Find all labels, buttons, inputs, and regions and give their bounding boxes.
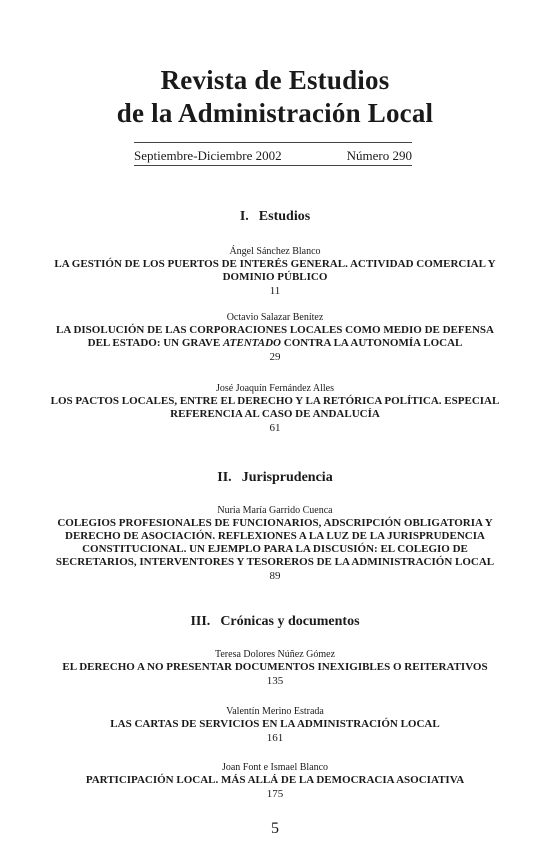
article-page: 161 bbox=[266, 732, 284, 744]
issue-date: Septiembre-Diciembre 2002 bbox=[134, 148, 282, 163]
article-title-line: DOMINIO PÚBLICO bbox=[222, 271, 328, 283]
article-title-text: CONTRA LA AUTONOMÍA LOCAL bbox=[281, 337, 463, 349]
article-title-line: PARTICIPACIÓN LOCAL. MÁS ALLÁ DE LA DEMOCRACIA ASOCIATIVA bbox=[85, 774, 465, 786]
article-page: 61 bbox=[269, 422, 281, 434]
article-author: Teresa Dolores Núñez Gómez bbox=[214, 649, 336, 660]
article-title-text: DEL ESTADO: UN GRAVE bbox=[87, 337, 223, 349]
article-title-line: DERECHO DE ASOCIACIÓN. REFLEXIONES A LA LUZ DE LA JURISPRUDENCIA bbox=[65, 530, 485, 542]
article-page: 89 bbox=[269, 570, 281, 582]
article-title-line: LA DISOLUCIÓN DE LAS CORPORACIONES LOCALES COMO MEDIO DE DEFENSA bbox=[56, 324, 494, 336]
toc-entry bbox=[20, 383, 530, 435]
article-title-line: CONSTITUCIONAL. UN EJEMPLO PARA LA DISCUSIÓN: EL COLEGIO DE bbox=[82, 543, 468, 555]
toc-entry bbox=[20, 312, 530, 364]
section-name: Jurisprudencia bbox=[241, 470, 333, 485]
article-title-emphasis: ATENTADO bbox=[222, 337, 282, 349]
article-page: 11 bbox=[269, 285, 281, 297]
article-author: Joan Font e Ismael Blanco bbox=[221, 762, 329, 773]
section-numeral: II. bbox=[217, 470, 232, 485]
article-title-line: LOS PACTOS LOCALES, ENTRE EL DERECHO Y LA RETÓRICA POLÍTICA. ESPECIAL bbox=[50, 395, 500, 407]
article-title-line: EL DERECHO A NO PRESENTAR DOCUMENTOS INEXIGIBLES O REITERATIVOS bbox=[62, 661, 488, 673]
page-number: 5 bbox=[271, 820, 279, 837]
section-heading-cronicas bbox=[0, 614, 550, 630]
article-page: 175 bbox=[266, 788, 284, 800]
article-title-line: LA GESTIÓN DE LOS PUERTOS DE INTERÉS GENERAL. ACTIVIDAD COMERCIAL Y bbox=[54, 258, 496, 270]
section-heading-estudios bbox=[0, 209, 550, 225]
article-title-line: LAS CARTAS DE SERVICIOS EN LA ADMINISTRACIÓN LOCAL bbox=[110, 718, 440, 730]
article-title-line: COLEGIOS PROFESIONALES DE FUNCIONARIOS, ADSCRIPCIÓN OBLIGATORIA Y bbox=[57, 517, 493, 529]
divider-bottom bbox=[134, 165, 412, 166]
article-author: Octavio Salazar Benítez bbox=[226, 312, 324, 323]
article-page: 135 bbox=[266, 675, 284, 687]
article-page: 29 bbox=[269, 351, 281, 363]
section-numeral: I. bbox=[239, 209, 249, 224]
journal-title-line-1: Revista de Estudios bbox=[160, 65, 390, 95]
article-author: José Joaquín Fernández Alles bbox=[215, 383, 335, 394]
toc-entry bbox=[20, 649, 530, 688]
toc-entry bbox=[20, 762, 530, 801]
section-name: Estudios bbox=[258, 209, 311, 224]
article-title-line: REFERENCIA AL CASO DE ANDALUCÍA bbox=[170, 408, 380, 420]
section-numeral: III. bbox=[190, 614, 211, 629]
toc-entry bbox=[20, 505, 530, 583]
section-heading-jurisprudencia bbox=[0, 470, 550, 486]
toc-entry bbox=[20, 246, 530, 298]
section-name: Crónicas y documentos bbox=[220, 614, 360, 629]
article-author: Ángel Sánchez Blanco bbox=[229, 246, 321, 257]
issue-number: Número 290 bbox=[346, 148, 412, 163]
toc-entry bbox=[20, 706, 530, 745]
journal-title-line-2: de la Administración Local bbox=[116, 98, 434, 128]
divider-top bbox=[134, 142, 412, 143]
article-author: Nuria María Garrido Cuenca bbox=[217, 505, 333, 516]
article-title-line bbox=[20, 337, 530, 350]
article-title-line: SECRETARIOS, INTERVENTORES Y TESOREROS DE LA ADMINISTRACIÓN LOCAL bbox=[55, 556, 495, 568]
article-author: Valentín Merino Estrada bbox=[226, 706, 324, 717]
